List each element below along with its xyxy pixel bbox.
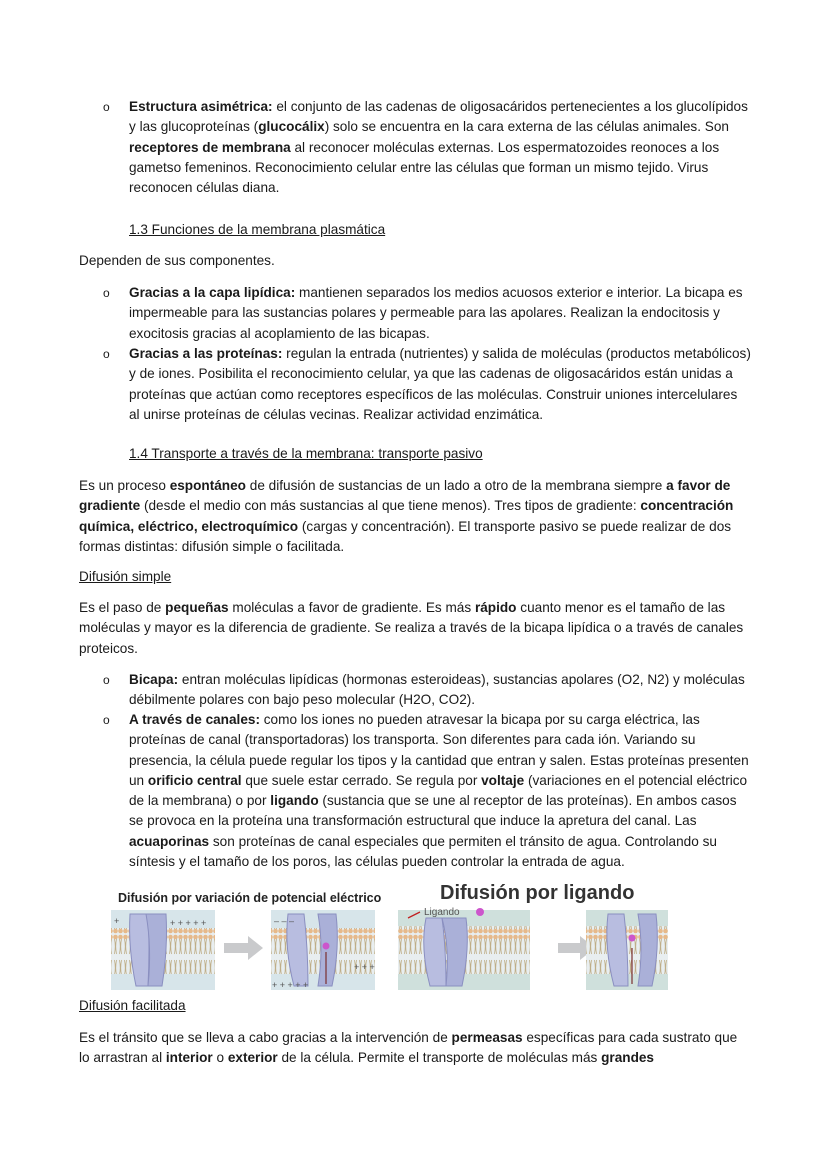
arrow-icon bbox=[224, 936, 263, 960]
panel-voltage-open bbox=[271, 910, 375, 990]
text: específicas para cada sustrato que lo arrastran al bbox=[79, 1030, 738, 1066]
plus-charges-bottom: + + + + + bbox=[272, 980, 309, 990]
text: como los iones no pueden atravesar la bicapa por su carga eléctrica, las proteínas de canal (transportadoras) los transporta. Son diferentes para cada ión. Variando su presencia, la célula puede regular los tipos y la cantidad que entran y salen. Estas proteínas presenten un bbox=[129, 712, 749, 788]
text: o bbox=[212, 1050, 228, 1066]
text: cuanto menor es el tamaño de las moléculas y mayor es la diferencia de gradiente. Se realiza a través de la bicapa lipídica o a través de canales proteicos. bbox=[79, 600, 744, 656]
term: rápido bbox=[474, 600, 517, 615]
bilayer-item bbox=[129, 670, 751, 711]
text: (variaciones en el potencial eléctrico de la membrana) o por bbox=[129, 772, 748, 809]
asymmetric-structure-item bbox=[129, 97, 751, 198]
bullet-marker: o bbox=[103, 347, 110, 361]
channel-diffusion-figure bbox=[108, 882, 668, 998]
term: interior bbox=[165, 1050, 213, 1066]
text: de difusión de sustancias de un lado a otro de la membrana siempre bbox=[245, 478, 667, 493]
term: Gracias a la capa lipídica: bbox=[129, 285, 296, 300]
figure-title-voltage: Difusión por variación de potencial eléctrico bbox=[118, 891, 382, 905]
text: moléculas a favor de gradiente. Es más bbox=[228, 600, 475, 615]
bullet-marker: o bbox=[103, 100, 110, 114]
text: son proteínas de canal especiales que permiten el tránsito de agua. Controlando su síntesis y el tamaño de los poros, las células pueden controlar la entrada de agua. bbox=[129, 833, 717, 870]
text: el conjunto de las cadenas de oligosacáridos pertenecientes a los glucolípidos y las glucoproteínas ( bbox=[129, 99, 748, 135]
subheading-simple-diffusion: Difusión simple bbox=[79, 569, 172, 584]
bullet-marker: o bbox=[103, 713, 110, 727]
paragraph-facilitated-diffusion bbox=[79, 1028, 751, 1069]
term: ligando bbox=[270, 793, 319, 809]
term: A través de canales: bbox=[129, 712, 260, 727]
text: (desde el medio con más sustancias al que tiene menos). Tres tipos de gradiente: bbox=[140, 498, 641, 514]
text: (cargas y concentración). El transporte pasivo se puede realizar de dos formas distintas: difusión simple o facilitada. bbox=[79, 518, 732, 554]
term: glucocálix bbox=[258, 119, 325, 135]
text: Es el tránsito que se lleva a cabo gracias a la intervención de bbox=[79, 1030, 452, 1045]
ligand-icon bbox=[476, 908, 484, 916]
svg-text:+: + bbox=[114, 916, 120, 926]
text: al reconocer moléculas externas. Los espermatozoides reonoces a los gametso femeninos. Reconocimiento celular entre las células que forman un mismo tejido. Virus reconocen células diana. bbox=[129, 139, 720, 196]
term: voltaje bbox=[481, 772, 525, 788]
panel-voltage-closed bbox=[111, 910, 215, 990]
figure-title-ligand: Difusión por ligando bbox=[440, 882, 635, 904]
term: grandes bbox=[601, 1050, 654, 1066]
term: concentración química, eléctrico, electroquímico bbox=[79, 498, 734, 534]
term: Gracias a las proteínas: bbox=[129, 346, 283, 361]
text: (sustancia que se une al receptor de las proteínas). En ambos casos se provoca en la proteína una transformación estructural que induce la apretura del canal. Las bbox=[129, 793, 737, 829]
term: receptores de membrana bbox=[129, 139, 291, 155]
section-heading-transport: 1.4 Transporte a través de la membrana: transporte pasivo bbox=[129, 446, 483, 461]
paragraph-passive bbox=[79, 476, 751, 557]
paragraph-simple-diffusion bbox=[79, 598, 751, 659]
term: a favor de gradiente bbox=[79, 478, 731, 514]
plus-charges-right: + + + bbox=[354, 962, 375, 972]
term: espontáneo bbox=[169, 478, 246, 493]
text: Es el paso de bbox=[79, 600, 166, 615]
term: Bicapa: bbox=[129, 672, 179, 687]
term: Estructura asimétrica: bbox=[129, 99, 273, 114]
channels-item bbox=[129, 710, 751, 872]
term: pequeñas bbox=[165, 600, 229, 615]
paragraph-depend: Dependen de sus componentes. bbox=[79, 253, 275, 268]
subheading-facilitated-diffusion: Difusión facilitada bbox=[79, 998, 186, 1013]
figure-illustration bbox=[108, 888, 668, 998]
term: exterior bbox=[227, 1050, 278, 1066]
plus-charges: + + + + + bbox=[170, 918, 207, 928]
section-heading-functions: 1.3 Funciones de la membrana plasmática bbox=[129, 222, 386, 237]
bullet-marker: o bbox=[103, 673, 110, 687]
text: Es un proceso bbox=[79, 478, 170, 493]
term: orificio central bbox=[147, 772, 242, 788]
text: mantienen separados los medios acuosos exterior e interior. La bicapa es impermeable para las sustancias polares y permeable para las apolares. Realizan la endocitosis y exocitosis gracias al acoplamiento de las bicapas. bbox=[129, 285, 743, 341]
term: acuaporinas bbox=[129, 833, 210, 849]
panel-ligand-closed bbox=[398, 907, 530, 990]
panel-ligand-open bbox=[586, 910, 668, 990]
lipid-layer-item bbox=[129, 283, 751, 344]
term: permeasas bbox=[451, 1030, 523, 1045]
text: entran moléculas lipídicas (hormonas esteroideas), sustancias apolares (O2, N2) y moléculas débilmente polares con bajo peso molecular (H2O, CO2). bbox=[129, 672, 745, 708]
ligand-label: Ligando bbox=[424, 907, 460, 918]
bullet-marker: o bbox=[103, 286, 110, 300]
text: regulan la entrada (nutrientes) y salida de moléculas (productos metabólicos) y de iones. Posibilita el reconocimiento celular, ya que las cadenas de oligosacáridos están unidas a proteínas que actúan como receptores específicos de las moléculas. Construir uniones intercelulares al unirse proteínas de células vecinas. Realizar actividad enzimática. bbox=[129, 346, 751, 422]
text: ) solo se encuentra en la cara externa de las células animales. Son bbox=[324, 119, 729, 135]
text: que suele estar cerrado. Se regula por bbox=[241, 772, 482, 788]
minus-charges: – – – bbox=[274, 916, 295, 926]
text: de la célula. Permite el transporte de moléculas más bbox=[277, 1050, 602, 1066]
proteins-item bbox=[129, 344, 751, 425]
